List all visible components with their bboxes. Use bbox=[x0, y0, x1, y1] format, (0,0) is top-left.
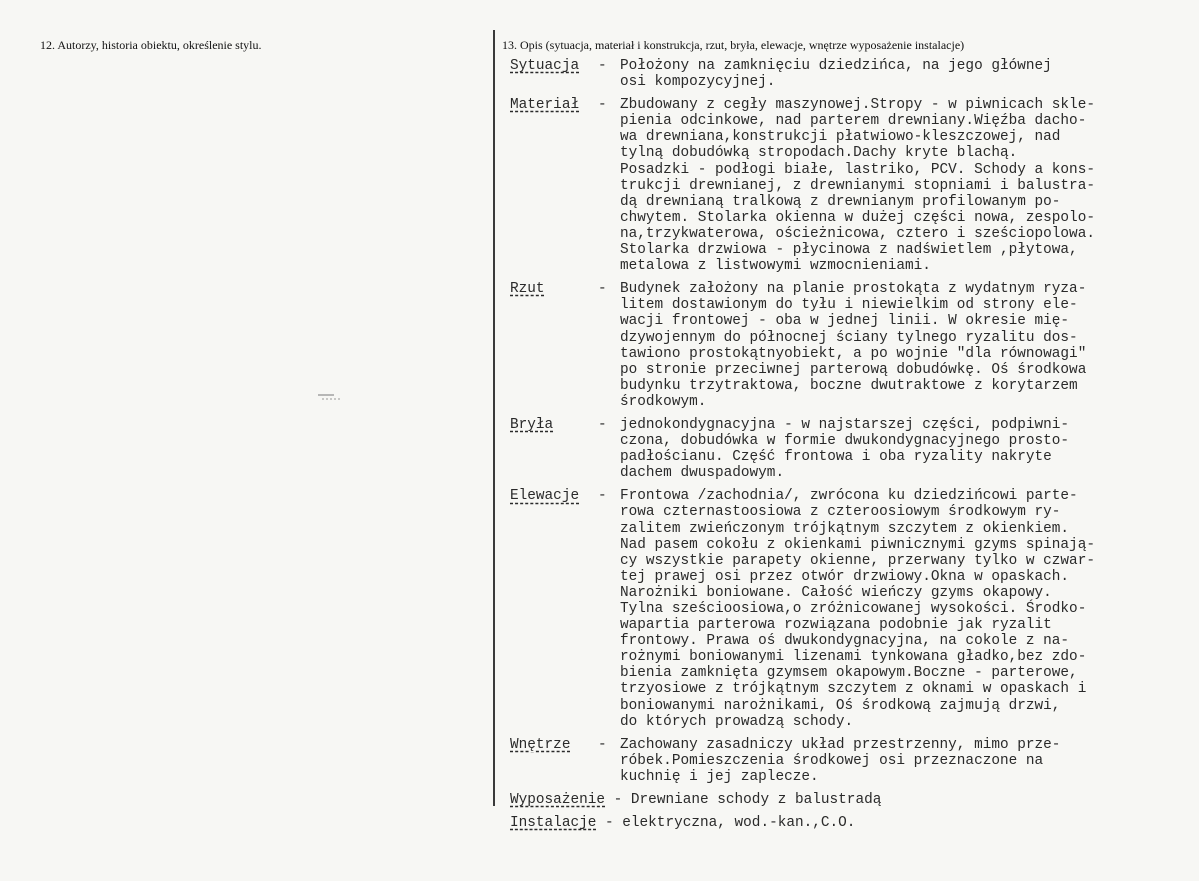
section-sytuacja bbox=[510, 58, 1182, 90]
dash: - bbox=[598, 736, 607, 753]
description-body bbox=[510, 58, 1182, 838]
section-label: Sytuacja bbox=[510, 58, 580, 74]
stray-mark bbox=[316, 392, 342, 402]
section-label: Rzut bbox=[510, 281, 545, 298]
section-label: Instalacje bbox=[510, 815, 597, 832]
section-elewacje bbox=[510, 488, 1182, 729]
dash: - bbox=[598, 488, 607, 505]
section-label: Wyposażenie bbox=[510, 792, 605, 809]
section-label: Bryła bbox=[510, 416, 554, 433]
dash: - bbox=[598, 58, 607, 74]
column-divider bbox=[493, 30, 495, 806]
section-text: Położony na zamknięciu dziedzińca, na jego głównej osi kompozycyjnej. bbox=[620, 58, 1052, 91]
section-material bbox=[510, 97, 1182, 274]
dash: - bbox=[598, 97, 607, 114]
section-text: Zachowany zasadniczy układ przestrzenny, mimo prze- róbek.Pomieszczenia środkowej osi przeznaczone na kuchnię i jej zaplecze. bbox=[620, 736, 1061, 785]
section-text: - elektryczna, wod.-kan.,C.O. bbox=[596, 815, 856, 832]
section-13-heading: 13. Opis (sytuacja, materiał i konstrukcja, rzut, bryła, elewacje, wnętrze wyposażenie instalacje) bbox=[502, 38, 965, 52]
dash: - bbox=[598, 416, 607, 433]
section-text: Zbudowany z cegły maszynowej.Stropy - w piwnicach skle- pienia odcinkowe, nad parterem drewniany.Więźba dacho- wa drewniana,konstrukcji płatwiowo-kleszczowej, nad tylną dobudówką stropodach.Dachy kryte blachą. Posadzki - podłogi białe, lastriko, PCV. Schody a kons- trukcji drewnianej, z drewnianymi stopniami i balustra- dą drewnianą tralkową z drewnianym profilowanym po- chwytem. Stolarka okienna w dużej części nowa, zespolo- na,trzykwaterowa, ościeżnicowa, cztero i sześciopolowa. Stolarka drzwiowa - płycinowa z nadświetlem ,płytowa, metalowa z listwowymi wzmocnieniami. bbox=[620, 97, 1095, 275]
section-label: Wnętrze bbox=[510, 736, 571, 753]
section-text: Budynek założony na planie prostokąta z wydatnym ryza- litem dostawionym do tyłu i niewielkim od strony ele- wacji frontowej - oba w jednej linii. W okresie mię- dzywojennym do północnej ściany tylnego ryzalitu dos- tawiono prostokątnyobiekt, a po wojnie "dla równowagi" po stronie przeciwnej parterową dobudówkę. Oś środkowa budynku trzytraktowa, boczne dwutraktowe z korytarzem środkowym. bbox=[620, 281, 1087, 410]
section-rzut bbox=[510, 281, 1182, 410]
section-text: - Drewniane schody z balustradą bbox=[605, 792, 882, 809]
section-text: jednokondygnacyjna - w najstarszej części, podpiwni- czona, dobudówka w formie dwukondygnacyjnego prosto- padłościanu. Część frontowa i oba ryzality nakryte dachem dwuspadowym. bbox=[620, 416, 1070, 482]
section-bryla bbox=[510, 417, 1182, 481]
section-wyposazenie bbox=[510, 792, 1182, 808]
section-12-heading: 12. Autorzy, historia obiektu, określenie stylu. bbox=[40, 38, 262, 52]
section-wnetrze bbox=[510, 737, 1182, 785]
dash: - bbox=[598, 281, 607, 298]
section-label: Materiał bbox=[510, 97, 580, 114]
section-instalacje bbox=[510, 815, 1182, 831]
section-label: Elewacje bbox=[510, 488, 580, 505]
section-text: Frontowa /zachodnia/, zwrócona ku dziedzińcowi parte- rowa czternastoosiowa z czteroosiowym środkowym ry- zalitem zwieńczonym trójkątnym szczytem z okienkiem. Nad pasem cokołu z okienkami piwnicznymi gzyms spinają- cy wszystkie parapety okienne, przerwany tylko w czwar- tej prawej osi przez otwór drzwiowy.Okna w opaskach. Narożniki boniowane. Całość wieńczy gzyms okapowy. Tylna sześcioosiowa,o zróżnicowanej wysokości. Środko- wapartia parterowa rozwiązana podobnie jak ryzalit frontowy. Prawa oś dwukondygnacyjna, na cokole z na- rożnymi boniowanymi lizenami tynkowana gładko,bez zdo- bienia zamknięta gzymsem okapowym.Boczne - parterowe, trzyosiowe z trójkątnym szczytem z oknami w opaskach i boniowanymi narożnikami, Oś środkową zajmują drzwi, do których prowadzą schody. bbox=[620, 488, 1095, 730]
